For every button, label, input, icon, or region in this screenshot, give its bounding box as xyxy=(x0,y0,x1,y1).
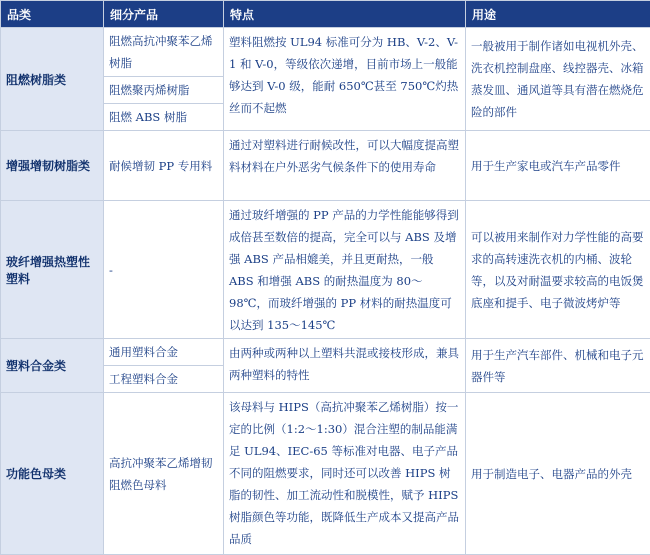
header-subproduct: 细分产品 xyxy=(104,1,224,28)
header-category: 品类 xyxy=(1,1,104,28)
category-cell: 功能色母类 xyxy=(1,393,104,555)
table-row xyxy=(1,339,650,366)
subproduct-cell: 阻燃高抗冲聚苯乙烯树脂 xyxy=(104,28,224,77)
table-row xyxy=(1,131,650,201)
uses-cell: 用于制造电子、电器产品的外壳 xyxy=(466,393,650,555)
subproduct-cell: - xyxy=(104,201,224,339)
header-features: 特点 xyxy=(224,1,466,28)
header-uses: 用途 xyxy=(466,1,650,28)
subproduct-cell: 阻燃聚丙烯树脂 xyxy=(104,77,224,104)
features-cell: 由两种或两种以上塑料共混或接枝形成，兼具两种塑料的特性 xyxy=(224,339,466,393)
uses-cell: 可以被用来制作对力学性能的高要求的高转速洗衣机的内桶、波轮等，以及对耐温要求较高的电饭煲底座和提手、电子微波烤炉等 xyxy=(466,201,650,339)
category-cell: 玻纤增强热塑性塑料 xyxy=(1,201,104,339)
category-cell: 增强增韧树脂类 xyxy=(1,131,104,201)
subproduct-cell: 耐候增韧 PP 专用料 xyxy=(104,131,224,201)
table-row xyxy=(1,28,650,77)
subproduct-cell: 阻燃 ABS 树脂 xyxy=(104,104,224,131)
uses-cell: 用于生产汽车部件、机械和电子元器件等 xyxy=(466,339,650,393)
subproduct-cell: 通用塑料合金 xyxy=(104,339,224,366)
category-cell: 阻燃树脂类 xyxy=(1,28,104,131)
uses-cell: 一般被用于制作诸如电视机外壳、洗衣机控制盘座、线控器壳、冰箱蒸发皿、通风道等具有潜在燃烧危险的部件 xyxy=(466,28,650,131)
subproduct-cell: 高抗冲聚苯乙烯增韧阻燃色母料 xyxy=(104,393,224,555)
header-row xyxy=(1,1,650,28)
table-row xyxy=(1,393,650,555)
features-cell: 通过玻纤增强的 PP 产品的力学性能能够得到成倍甚至数倍的提高，完全可以与 ABS 及增强 ABS 产品相媲美，并且更耐热，一般 ABS 和增强 ABS 的耐热温度为 80～98℃，而玻纤增强的 PP 材料的耐热温度可以达到 135～145℃ xyxy=(224,201,466,339)
features-cell: 塑料阻燃按 UL94 标准可分为 HB、V-2、V-1 和 V-0，等级依次递增，目前市场上一般能够达到 V-0 级，能耐 650℃甚至 750℃灼热丝而不起燃 xyxy=(224,28,466,131)
table-row xyxy=(1,201,650,339)
category-cell: 塑料合金类 xyxy=(1,339,104,393)
features-cell: 通过对塑料进行耐候改性，可以大幅度提高塑料材料在户外恶劣气候条件下的使用寿命 xyxy=(224,131,466,201)
subproduct-cell: 工程塑料合金 xyxy=(104,366,224,393)
uses-cell: 用于生产家电或汽车产品零件 xyxy=(466,131,650,201)
features-cell: 该母料与 HIPS（高抗冲聚苯乙烯树脂）按一定的比例（1:2～1:30）混合注塑的制品能满足 UL94、IEC-65 等标准对电器、电子产品不同的阻燃要求，同时还可以改善 HIPS 树脂的韧性、加工流动性和脱模性，赋予 HIPS 树脂颜色等功能，既降低生产成本又提高产品品质 xyxy=(224,393,466,555)
